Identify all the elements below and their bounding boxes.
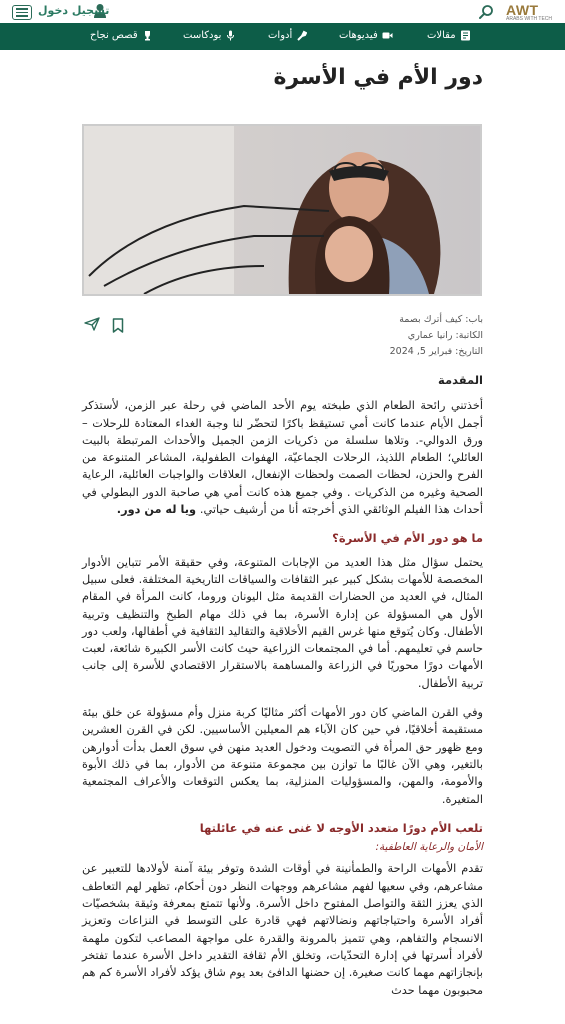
main-navigation [0, 23, 565, 50]
article-icon [460, 30, 471, 41]
nav-label-success-stories: قصص نجاح [90, 30, 138, 41]
logo-subtitle: ARABS WITH TECH [506, 16, 553, 22]
tools-icon [296, 30, 307, 41]
search-icon[interactable] [478, 4, 494, 20]
nav-label-podcast: بودكاست [183, 30, 222, 41]
article-date: التاريخ: فبراير 5, 2024 [389, 346, 483, 357]
nav-label-articles: مقالات [427, 30, 456, 41]
top-bar [0, 0, 565, 23]
paragraph-roles-modern: وفي القرن الماضي كان دور الأمهات أكثر مثاليًا كربة منزل وأم مسؤولة عن خلق بيئة مستقيمة أخلاقيًا، في حين كان الآباء هم المعيلين الأساسيين. لكن في القرن العشرين ومع ظهور حق المرأة في التصويت ودخول العديد منهن في سوق العمل بدأت أدوارهن بالتغير، وهي الآن غالبًا ما توازن بين مجموعة متنوعة من الأدوار، بما في ذلك الأبوة والأمومة، والمهن، والمسؤوليات المنزلية، بما يعكس التوقعات والأعراف المجتمعية المتغيرة. [82, 706, 483, 806]
nav-item-podcast[interactable] [183, 30, 236, 41]
trophy-icon [142, 30, 153, 41]
intro-text: أخذتني رائحة الطعام الذي طبخته يوم الأحد الماضي في رحلة عبر الزمن، لأستذكر أجمل الأيام عندما كانت أمي تستيقظ باكرًا لتحضّر لنا وجبة الغداء المعتادة للرحلات –ورق الدوالي-. وتلاها سلسلة من ذكريات الزمن الجميل والأحداث المرتبطة بالبيت العائلي؛ الطعام اللذيذ، الرحلات الجماعيّة، الهفوات الطفولية، المشاعر المتنوعة من الفرح والحزن، لحظات الصمت ولحظات الإنفعال، العلاقات والواجبات العائلية، الرعاية الصحية وغيره من الذكريات . وفي جميع هذه كانت أمي هي صاحبة الدور البطولي في أحداث هذا الفيلم الوثائقي الذي أخرجته أنا من أرشيف حياتي. [82, 399, 483, 517]
section-heading-multifaceted-role: تلعب الأم دورًا متعدد الأوجه لا غنى عنه في عائلتها [199, 820, 483, 835]
site-logo[interactable] [506, 2, 552, 22]
subheading-emotional-care: الأمان والرعاية العاطفية: [375, 841, 483, 854]
hamburger-menu-icon[interactable] [12, 5, 32, 20]
video-icon [382, 30, 393, 41]
nav-item-tools[interactable] [268, 30, 307, 41]
nav-item-success-stories[interactable] [90, 30, 153, 41]
share-icon[interactable] [84, 317, 100, 331]
article-author: الكاتبة: رانيا عماري [407, 330, 483, 341]
section-heading-intro: المقدمة [438, 373, 483, 387]
section-heading-mother-role: ما هو دور الأم في الأسرة؟ [332, 531, 483, 546]
article-section[interactable]: باب: كيف أترك بصمة [399, 314, 483, 325]
mother-daughter-illustration [84, 126, 480, 294]
login-link[interactable]: تسجيل دخول [38, 4, 110, 17]
article-meta [233, 312, 483, 360]
microphone-icon [225, 30, 236, 41]
nav-item-videos[interactable] [339, 30, 393, 41]
intro-bold-text: ويا له من دور. [116, 503, 200, 517]
article-body [82, 372, 483, 1011]
nav-label-tools: أدوات [268, 30, 293, 41]
nav-label-videos: فيديوهات [339, 30, 378, 41]
bookmark-icon[interactable] [112, 318, 124, 333]
paragraph-intro [82, 397, 483, 518]
paragraph-roles-history: يحتمل سؤال مثل هذا العديد من الإجابات المتنوعة، وفي حقيقة الأمر تتباين الأدوار المخصصة للأمهات بشكل كبير عبر الثقافات والسياقات التاريخية المختلفة. فعلى سبيل المثال، في العديد من الحضارات القديمة مثل اليونان وروما، كانت المرأة في المقام الأول هي المسؤولة عن إدارة الأسرة، بما في ذلك مهام الطبخ والتنظيف وتربية الأطفال. وكان يُتوقع منها غرس القيم الأخلاقية والتقاليد الثقافية في أطفالها، ولعب دور حاسم في تعليمهم. أما في المجتمعات الزراعية حيث كانت الأسر الكبيرة شائعة، لعبت الأمهات دورًا محوريًا في الزراعة والمساهمة بالاستقرار الاقتصادي للأسرة إلى جانب تربية الأطفال. [82, 555, 483, 690]
nav-item-articles[interactable] [427, 30, 471, 41]
paragraph-emotional-care: تقدم الأمهات الراحة والطمأنينة في أوقات الشدة وتوفر بيئة آمنة لأولادها للتعبير عن مشاعرهم، وفي سعيها لفهم مشاعرهم ووجهات النظر دون أحكام، تظهر لهم التعاطف الذي يعزز الثقة والتواصل المفتوح داخل الأسرة. ولأنها تتمتع بمعرفة وثيقة بشخصيّات أفراد الأسرة واحتياجاتهم ونضالاتهم فهي قادرة على التوسط في النزاعات وتعزيز الانسجام والتفاهم، وهي تتميز بالمرونة والقدرة على مواجهة المصاعب لتكون ملهمة لأفراد أسرتها في إدارة التحدّيات، وتخلق الأم ثقافة التقدير داخل الأسرة عندما تفتخر بإنجازاتهم مهما كانت صغيرة. إن حضنها الدافئ بعد يوم شاق يؤكد لأفراد الأسرة كم هم محبوبون مهما حدث [82, 862, 483, 997]
article-title: دور الأم في الأسرة [273, 65, 483, 90]
logo-text: AWT [506, 2, 539, 18]
article-hero-image [82, 124, 482, 296]
